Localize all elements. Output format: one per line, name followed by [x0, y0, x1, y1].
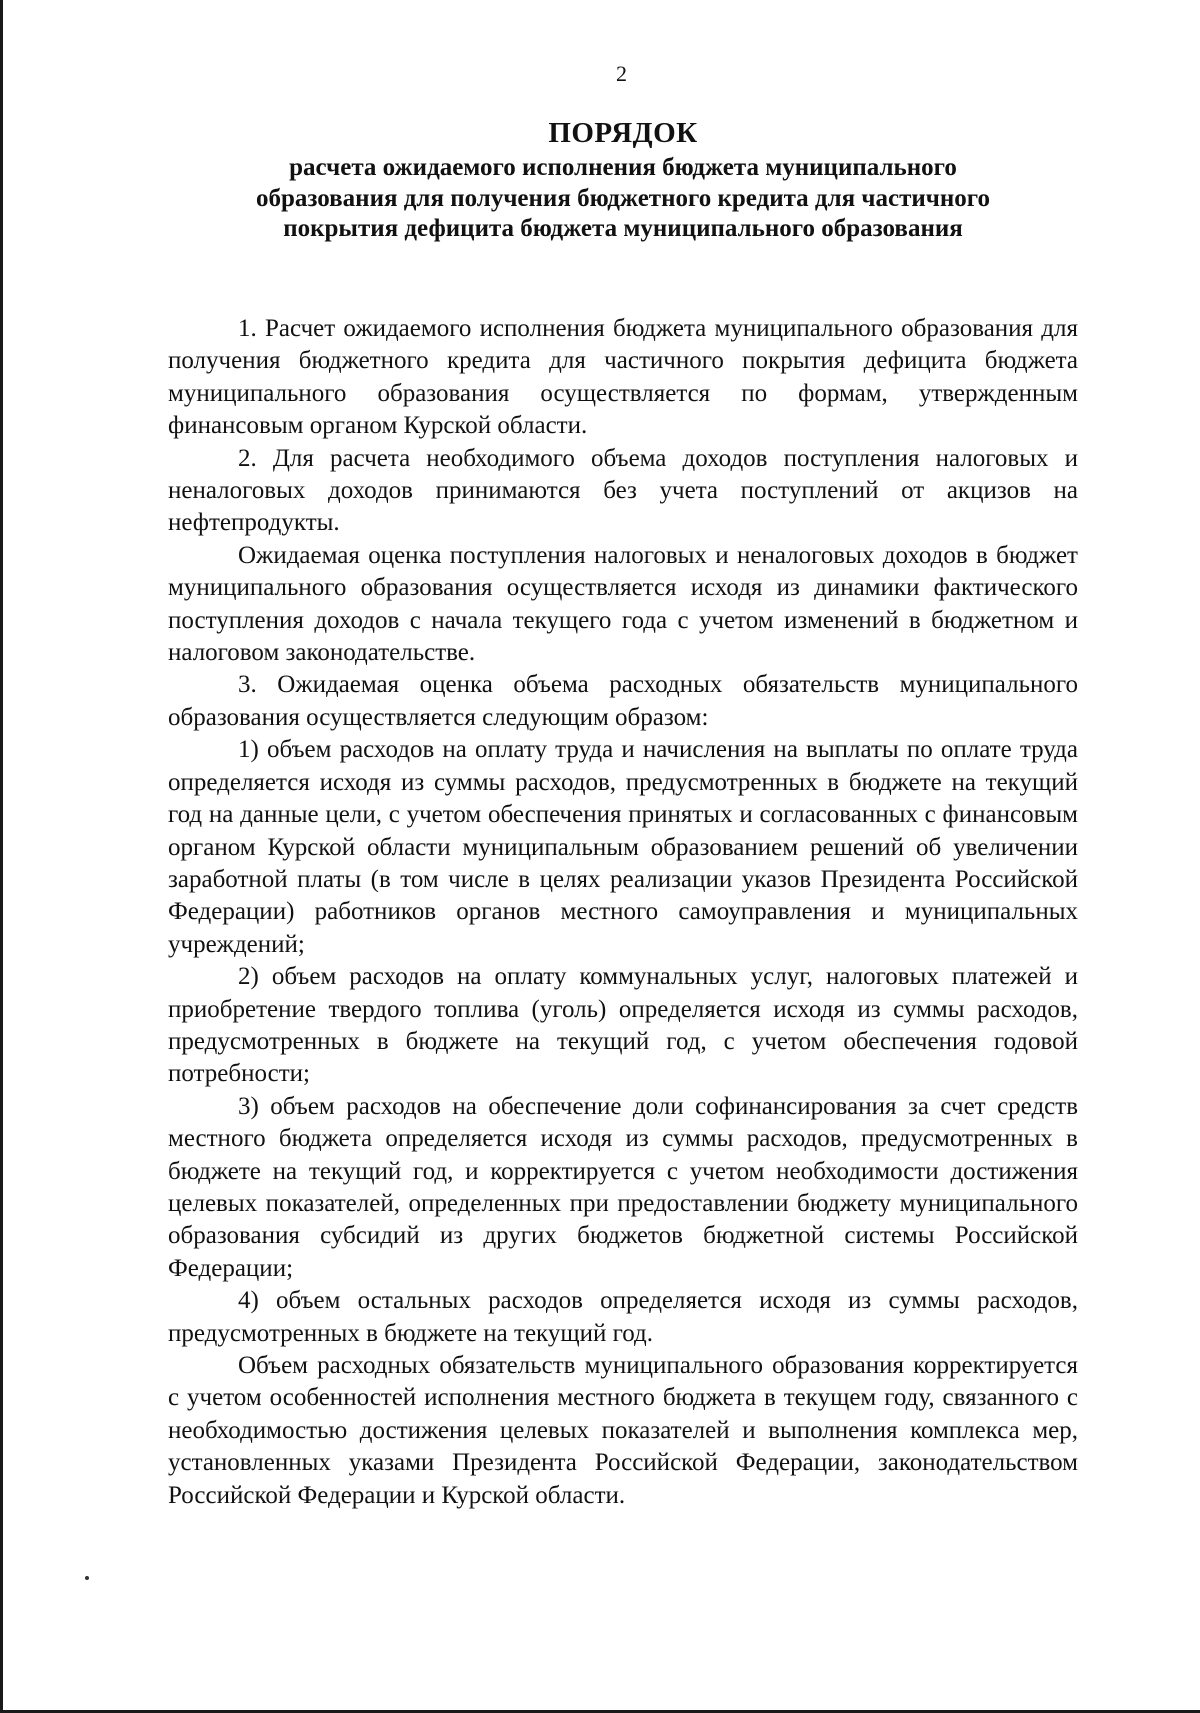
page-number: 2	[616, 61, 627, 86]
subtitle-line: образования для получения бюджетного кредита для частичного	[256, 184, 990, 212]
subtitle-line: покрытия дефицита бюджета муниципального образования	[283, 215, 963, 242]
subtitle-line: расчета ожидаемого исполнения бюджета муниципального	[289, 154, 957, 181]
list-item-4: 4) объем остальных расходов определяется исходя из суммы расходов, предусмотренных в бюджете на текущий год.	[168, 1287, 1078, 1347]
list-item-3: 3) объем расходов на обеспечение доли софинансирования за счет средств местного бюджета определяется исходя из суммы расходов, предусмотренных в бюджете на текущий год, и корректируется с учетом необходимости достижения целевых показателей, определенных при предоставлении бюджету муниципального образования субсидий из других бюджетов бюджетной системы Российской Федерации;	[168, 1092, 1078, 1282]
document-title: ПОРЯДОК	[548, 117, 698, 149]
document-subtitle	[168, 153, 1078, 245]
document-body	[168, 313, 1078, 1512]
paragraph-1: 1. Расчет ожидаемого исполнения бюджета муниципального образования для получения бюджетного кредита для частичного покрытия дефицита бюджета муниципального образования осуществляется по формам, утвержденным финансовым органом Курской области.	[168, 315, 1078, 440]
scan-edge-left	[0, 0, 3, 1713]
list-item-2: 2) объем расходов на оплату коммунальных услуг, налоговых платежей и приобретение твердого топлива (уголь) определяется исходя из суммы расходов, предусмотренных в бюджете на текущий год, с учетом обеспечения годовой потребности;	[168, 963, 1078, 1088]
list-item-1: 1) объем расходов на оплату труда и начисления на выплаты по оплате труда определяется исходя из суммы расходов, предусмотренных в бюджете на текущий год на данные цели, с учетом обеспечения принятых и согласованных с финансовым органом Курской области муниципальным образованием решений об увеличении заработной платы (в том числе в целях реализации указов Президента Российской Федерации) работников органов местного самоуправления и муниципальных учреждений;	[168, 736, 1078, 958]
paragraph-final: Объем расходных обязательств муниципального образования корректируется с учетом особенностей исполнения местного бюджета в текущем году, связанного с необходимостью достижения целевых показателей и выполнения комплекса мер, установленных указами Президента Российской Федерации, законодательством Российской Федерации и Курской области.	[168, 1352, 1078, 1509]
paragraph-income-estimate: Ожидаемая оценка поступления налоговых и неналоговых доходов в бюджет муниципального образования осуществляется исходя из динамики фактического поступления доходов с начала текущего года с учетом изменений в бюджетном и налоговом законодательстве.	[168, 541, 1078, 667]
paragraph-2: 2. Для расчета необходимого объема доходов поступления налоговых и неналоговых доходов принимаются без учета поступлений от акцизов на нефтепродукты.	[168, 444, 1078, 537]
scan-dot-mark	[85, 1576, 89, 1580]
paragraph-3: 3. Ожидаемая оценка объема расходных обязательств муниципального образования осуществляется следующим образом:	[168, 671, 1078, 731]
